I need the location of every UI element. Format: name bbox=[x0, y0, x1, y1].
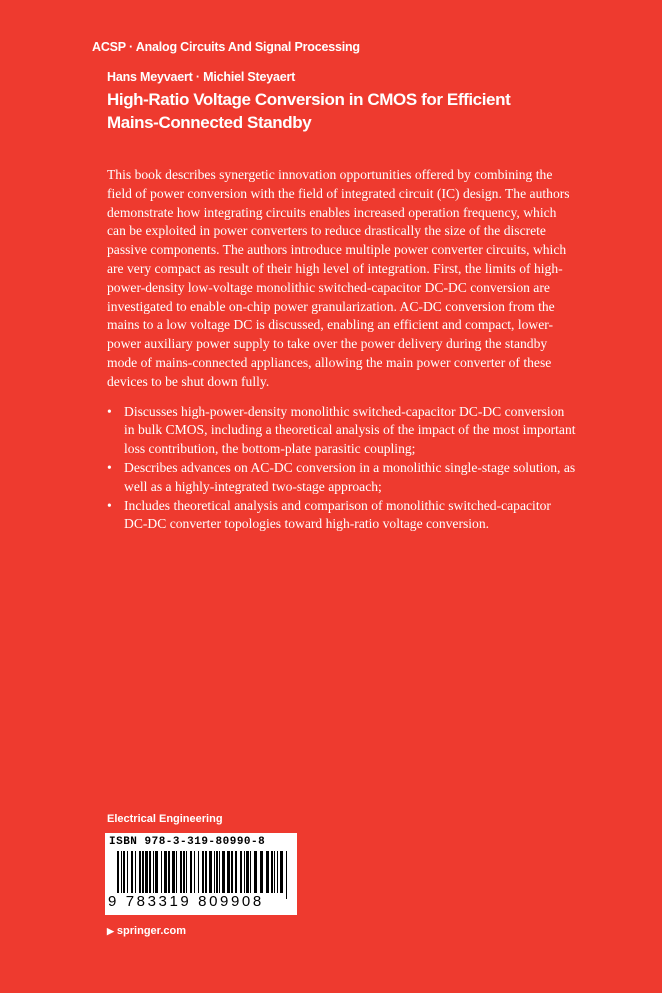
isbn-barcode bbox=[105, 833, 297, 915]
book-description bbox=[107, 166, 577, 534]
subject-category: Electrical Engineering bbox=[107, 813, 223, 825]
arrow-right-icon: ▶ bbox=[107, 926, 114, 936]
barcode-icon bbox=[109, 851, 293, 899]
isbn-text: ISBN 978-3-319-80990-8 bbox=[109, 836, 266, 848]
feature-text: Includes theoretical analysis and comparison of monolithic switched-capacitor DC-DC converter topologies toward high-ratio voltage conversion. bbox=[124, 497, 551, 532]
feature-item bbox=[107, 497, 577, 535]
feature-item bbox=[107, 459, 577, 497]
ean-digits: 9 783319 809908 bbox=[108, 893, 264, 910]
authors: Hans Meyvaert · Michiel Steyaert bbox=[107, 70, 296, 84]
bullet-icon: • bbox=[107, 403, 112, 419]
feature-list bbox=[107, 403, 577, 535]
series-name: ACSP · Analog Circuits And Signal Processing bbox=[92, 40, 360, 54]
publisher-link[interactable] bbox=[107, 925, 186, 937]
title-line-2: Mains-Connected Standby bbox=[107, 113, 312, 132]
description-paragraph: This book describes synergetic innovation opportunities offered by combining the field of power conversion with the field of integrated circuit (IC) design. The authors demonstrate how integrating circuits enables increased operation frequency, which can be exploited in power converters to reduce drastically the size of the discrete passive components. The authors introduce multiple power converter circuits, which are very compact as result of their high level of integration. First, the limits of high-power-density low-voltage monolithic switched-capacitor DC-DC conversion are investigated to enable on-chip power granularization. AC-DC conversion from the mains to a low voltage DC is discussed, enabling an efficient and compact, lower-power auxiliary power supply to take over the power delivery during the standby mode of mains-connected appliances, allowing the main power converter of these devices to be shut down fully. bbox=[107, 167, 570, 389]
feature-item bbox=[107, 403, 577, 459]
feature-text: Discusses high-power-density monolithic switched-capacitor DC-DC conversion in bulk CMOS, including a theoretical analysis of the impact of the most important loss contribution, the bottom-plate parasitic coupling; bbox=[124, 403, 576, 457]
book-title bbox=[107, 88, 577, 134]
title-line-1: High-Ratio Voltage Conversion in CMOS for Efficient bbox=[107, 90, 511, 109]
publisher-url: springer.com bbox=[116, 925, 186, 937]
feature-text: Describes advances on AC-DC conversion in a monolithic single-stage solution, as well as a highly-integrated two-stage approach; bbox=[124, 459, 576, 494]
bullet-icon: • bbox=[107, 497, 112, 513]
bullet-icon: • bbox=[107, 459, 112, 475]
